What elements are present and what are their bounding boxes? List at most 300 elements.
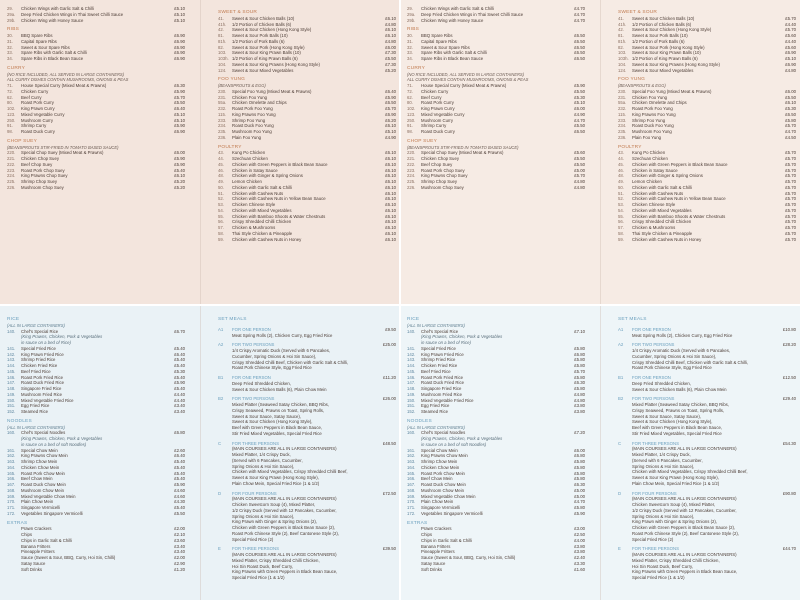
menu-item-row (7, 129, 185, 135)
set-meal-line: Mixed Platter (Seaweed Satay Chicken, BBQ Ribs, (232, 402, 329, 407)
item-number (7, 567, 21, 573)
item-price: £3.40 (174, 549, 185, 555)
item-price: £5.50 (574, 88, 585, 94)
item-name: Special Chow Mein (21, 447, 58, 453)
item-name: Shrimp Chow Mein (21, 459, 58, 464)
set-meal-code: E (218, 546, 221, 552)
menu-a-bottom-left-column (7, 313, 185, 572)
item-number: 148. (407, 386, 416, 391)
item-name: King Prawn Curry (21, 106, 55, 111)
item-name: Roast Pork Foo Yung (632, 106, 673, 111)
item-number: 162. (407, 453, 416, 459)
set-meals-title: SET MEALS (218, 317, 247, 322)
set-meal-size: FOR ONE PERSON (632, 375, 671, 380)
item-number: 45. (218, 161, 224, 167)
item-name: Lemon Chicken (232, 179, 262, 184)
curry-title: CURRY (7, 65, 25, 71)
item-name: Sweet & Sour Spare Ribs (421, 44, 470, 50)
item-name: Chicken Fried Rice (21, 363, 58, 368)
set-meal-size: FOR ONE PERSON (232, 375, 271, 380)
panel-divider (600, 0, 601, 305)
set-meal-line: Meat Spring Rolls (2), Chicken Curry, Egg Fried Rice (232, 332, 333, 338)
item-name: Sweet & Sour King Prawn Balls (10) (632, 50, 701, 56)
item-number: 62. (7, 94, 13, 100)
item-price: £6.10 (385, 173, 396, 179)
set-meal-line: Chicken with Green Peppers in Black Bean Sauce (2), (232, 525, 336, 530)
item-name: Special Chow Mein (421, 447, 458, 453)
item-number: 44. (618, 156, 624, 161)
item-number: 72. (407, 88, 413, 94)
set-meal-header (618, 375, 796, 381)
item-name: Chicken with Mixed Vegetables (232, 207, 292, 213)
item-number: 34. (7, 56, 13, 61)
panel-divider (200, 0, 201, 305)
item-name: Chicken Wing with Honey Sauce (421, 17, 484, 23)
set-meal-code: A1 (618, 326, 624, 332)
item-number: 104. (218, 61, 227, 67)
item-name: Chicken with Cashew Nuts in Yellow Bean Sauce (632, 196, 726, 202)
item-name: Chicken Curry (421, 88, 449, 94)
item-description: (King Prawns, Chicken, Pork & Vegetables (421, 436, 503, 441)
item-number: 29a. (407, 11, 416, 17)
item-number: 166. (407, 476, 416, 482)
item-name: Chef's Special Rice (21, 328, 59, 334)
item-number: 170. (407, 499, 416, 505)
item-number: 29b. (7, 17, 16, 23)
panel-divider (200, 305, 201, 600)
item-number: 32. (7, 44, 13, 50)
item-price: £5.70 (785, 15, 796, 21)
set-meal-line: Sweet & Sour King Prawn (Hong Kong Style), (232, 475, 319, 480)
set-meal-line: Plain Chow Mein, Special Fried Rice (1 & 1/2) (632, 480, 720, 486)
item-name: Mushroom Chow Mein (421, 487, 464, 493)
item-number: 55a. (218, 100, 227, 106)
item-name: Chicken & Mushrooms (632, 225, 676, 230)
item-name: Mixed Vegetable Fried Rice (421, 397, 474, 403)
item-price: £6.00 (574, 447, 585, 453)
item-name: Chicken in Satay Sauce (232, 167, 278, 173)
menu-b-bottom-panel (400, 305, 800, 600)
menu-b-set-meals-column (618, 313, 796, 581)
item-price: £5.90 (574, 83, 585, 88)
item-number: 151. (407, 403, 416, 409)
set-meal-size: FOR THREE PERSONS (632, 546, 679, 552)
item-name: Satay Sauce (421, 560, 446, 566)
item-price: £5.40 (174, 459, 185, 464)
menu-item-row (407, 129, 585, 135)
item-price: £5.80 (785, 117, 796, 123)
item-name: Sweet & Sour Mixed Vegetables (632, 67, 694, 73)
item-number: 224. (7, 173, 16, 179)
menu-item-row (7, 409, 185, 415)
item-price: £5.50 (785, 94, 796, 100)
item-price: £5.20 (174, 179, 185, 184)
item-price: £3.30 (574, 560, 585, 566)
item-number: 221. (7, 156, 16, 161)
item-price: £6.30 (574, 482, 585, 487)
item-name: Chicken Foo Yung (232, 94, 268, 100)
menu-a-top-left-column (7, 6, 185, 191)
curry-note: (NO RICE INCLUDED, ALL SERVED IN LARGE CONTAINERS) (7, 71, 124, 77)
item-name: Shrimp Foo Yung (232, 117, 266, 123)
item-number: 81h. (618, 38, 627, 44)
item-price: £2.10 (174, 532, 185, 537)
ribs-title: RIBS (407, 27, 419, 33)
sweet-sour-title: SWEET & SOUR (218, 10, 258, 15)
set-meal-price: £26.00 (382, 396, 396, 402)
item-number: 29. (407, 6, 413, 11)
item-price: £4.40 (174, 391, 185, 397)
ribs-title: RIBS (7, 27, 19, 33)
rice-note: (ALL IN LARGE CONTAINERS) (407, 322, 465, 328)
set-meal-code: B2 (218, 396, 224, 402)
item-price: £6.90 (385, 111, 396, 117)
set-meal-price: £39.50 (382, 546, 396, 552)
item-name: Chicken Wings with Garlic Salt & Chilli (421, 6, 495, 11)
item-number: 48. (618, 173, 624, 179)
item-price: £5.90 (174, 161, 185, 167)
rice-title: RICE (407, 317, 420, 322)
item-number: 80. (7, 100, 13, 106)
item-name: Crispy Shredded Chilli Chicken (632, 219, 692, 225)
item-number: 29. (7, 6, 13, 11)
set-meal-code: D (618, 490, 622, 496)
item-price: £6.10 (385, 202, 396, 207)
item-price: £5.30 (574, 94, 585, 100)
set-meal-line: (MAIN COURSES ARE ALL IN LARGE CONTAINERS) (632, 446, 737, 452)
item-price: £7.10 (574, 328, 585, 334)
item-price: £3.80 (574, 543, 585, 549)
item-price: £5.50 (574, 156, 585, 161)
item-name: Chips (21, 532, 32, 537)
set-meal-size: FOR TWO PERSONS (232, 342, 275, 348)
item-number (407, 567, 421, 573)
item-number: 34. (407, 56, 413, 61)
item-price: £2.00 (174, 526, 185, 532)
item-price: £6.00 (174, 150, 185, 156)
set-meal-size: FOR THREE PERSONS (632, 440, 679, 446)
item-price: £5.70 (785, 161, 796, 167)
item-number: 145. (7, 368, 16, 374)
menu-item-row (407, 185, 585, 191)
item-price: £5.10 (785, 56, 796, 61)
item-name: Chicken with Mixed Vegetables (632, 207, 692, 213)
item-number: 29b. (407, 17, 416, 23)
item-number: 52. (218, 196, 224, 202)
item-number: 62. (407, 94, 413, 100)
item-name: Mushroom Chow Mein (21, 487, 64, 493)
set-meal-line: 1/2 Crispy Duck (Served with 12 Pancakes, Cucumber, (632, 507, 737, 513)
item-price: £6.10 (385, 161, 396, 167)
item-price: £5.00 (574, 487, 585, 493)
item-number: 162. (7, 453, 16, 459)
item-price: £5.50 (574, 161, 585, 167)
item-name: Shrimp Fried Rice (421, 357, 456, 363)
item-price: £4.80 (385, 21, 396, 27)
item-name: Mushroom Foo Yung (232, 129, 272, 134)
set-meal-line: Spring Onions & Hoi Sin Sauce), (232, 513, 295, 519)
item-name: King Prawns Chow Mein (21, 453, 68, 459)
item-price: £5.40 (174, 470, 185, 476)
item-name: Spare Ribs with Garlic Salt & Chilli (421, 50, 487, 56)
set-meal-line: (MAIN COURSES ARE ALL IN LARGE CONTAINERS) (632, 552, 737, 557)
item-name: 1/2 Portion of Chicken Balls (6) (232, 21, 292, 27)
item-price: £5.80 (574, 374, 585, 380)
item-name: Chef's Special Noodles (421, 430, 466, 436)
chop-suey-title: CHOP SUEY (407, 138, 437, 144)
item-name: Pineapple Fritters (21, 549, 55, 555)
set-meal-line: Crispy Shredded Chilli Beef, Chicken with Garlic Salt & Chilli, (232, 359, 349, 365)
set-meal-line: Chicken with Mixed Vegetables, Crispy Shredded Chilli Beef, (632, 469, 748, 475)
item-price: £6.90 (174, 129, 185, 134)
menu-item-row (407, 511, 585, 517)
item-number: 222. (7, 161, 16, 167)
extras-title: EXTRAS (407, 520, 428, 526)
item-price: £2.50 (574, 532, 585, 537)
item-name: Plain Chow Mein (21, 499, 54, 505)
set-meal-line: (Served with 6 Pancakes, Cucumber, (232, 457, 303, 463)
item-number: 144. (407, 363, 416, 368)
item-name: Mixed Vegetable Curry (421, 111, 465, 117)
item-name: Sweet & Sour Chicken (Hong Kong Style) (632, 27, 712, 33)
item-name: Chicken Chow Mein (21, 464, 60, 470)
item-price: £5.70 (785, 213, 796, 219)
item-description: in sauce on a bed of soft Noodles) (421, 441, 487, 447)
item-price: £6.80 (574, 453, 585, 459)
item-price: £6.10 (385, 167, 396, 173)
item-name: Satay Sauce (21, 560, 46, 566)
item-price: £6.50 (574, 33, 585, 38)
item-price: £5.40 (174, 357, 185, 363)
item-price: £6.10 (385, 190, 396, 196)
item-name: Crispy Shredded Chilli Chicken (232, 219, 292, 225)
item-number: 103. (618, 50, 627, 56)
item-number: 226. (7, 184, 16, 190)
item-name: Shrimp Foo Yung (632, 117, 666, 123)
set-meal-code: C (618, 440, 622, 446)
item-name: Pineapple Fritters (421, 549, 455, 555)
item-price: £4.80 (574, 397, 585, 403)
set-meal-line: Crispy Seaweed, Prawns on Toast, Spring Rolls, (232, 407, 325, 413)
item-price: £3.80 (574, 409, 585, 414)
item-price: £6.50 (574, 44, 585, 50)
item-number: 46. (618, 167, 624, 173)
item-price: £5.70 (385, 106, 396, 111)
item-description: in sauce on a bed of Rice) (21, 340, 71, 345)
set-meal-price: £12.50 (782, 375, 796, 380)
item-price: £6.10 (385, 27, 396, 33)
item-name: Plain Foo Yung (232, 134, 262, 140)
item-name: Roast Duck Chow Mein (421, 482, 466, 487)
item-name: Chicken with Cashew Nuts in Honey (632, 236, 702, 242)
noodles-title: NOODLES (7, 418, 32, 424)
set-meal-line: 1/4 Crispy Aromatic Duck (Served with 6 Pancakes, (232, 348, 331, 353)
item-name: Special Fried Rice (421, 345, 456, 351)
item-description: in sauce on a bed of Rice) (421, 340, 471, 345)
item-number: 43. (618, 150, 624, 156)
item-name: Sweet & Sour Pork (Hong Kong Style) (232, 44, 305, 50)
item-name: Deep Fried Chicken Wings in Thai Sweet Chilli Sauce (421, 11, 524, 17)
set-meal-line: Meat Spring Rolls (2), Chicken Curry, Egg Fried Rice (632, 332, 733, 338)
set-meal-size: FOR FOUR PERSONS (232, 490, 277, 496)
set-meal-price: £44.70 (782, 546, 796, 552)
item-description: in sauce on a bed of soft Noodles) (21, 441, 87, 447)
item-name: House Special Curry (Mixed Meat & Prawns) (421, 83, 507, 88)
item-price: £5.00 (574, 493, 585, 499)
set-meal-line: (Served with 6 Pancakes, Cucumber, (632, 457, 703, 463)
curry-note: ALL CURRY DISHES CONTAIN MUSHROOMS, ONIONS & PEAS (7, 77, 129, 83)
item-price: £6.10 (385, 184, 396, 190)
item-name: 1/2 Portion of Pork Balls (6) (232, 38, 285, 44)
item-number: 54. (618, 207, 624, 213)
item-price: £6.40 (385, 88, 396, 94)
item-number: 59. (218, 236, 224, 242)
set-meal-price: £28.20 (782, 342, 796, 348)
item-price: £6.80 (174, 430, 185, 436)
item-price: £6.30 (574, 380, 585, 386)
item-name: Chips (421, 532, 432, 537)
item-number: 81. (218, 33, 224, 38)
item-number: 224. (407, 173, 416, 179)
item-name: Egg Fried Rice (421, 403, 450, 409)
set-meal-code: D (218, 490, 222, 496)
item-number: 234. (618, 123, 627, 129)
item-price: £2.90 (174, 560, 185, 566)
item-price: £5.50 (174, 510, 185, 516)
item-name: Banana Fritters (21, 543, 51, 549)
item-name: Mixed Vegetable Fried Rice (21, 397, 74, 403)
item-name: Prawn Crackers (421, 526, 452, 532)
item-number: 124. (618, 67, 627, 73)
item-price: £5.90 (174, 156, 185, 161)
item-price: £4.70 (574, 117, 585, 123)
item-number: 235. (618, 129, 627, 134)
item-price: £1.20 (174, 566, 185, 572)
item-name: 1/2 Portion of Chicken Balls (6) (632, 21, 692, 27)
set-meal-size: FOR TWO PERSONS (632, 396, 675, 402)
item-number: 45. (618, 161, 624, 167)
item-name: Steamed Rice (21, 409, 48, 414)
item-price: £5.20 (385, 67, 396, 73)
item-name: Plain Chow Mein (421, 499, 454, 505)
item-price: £5.70 (785, 219, 796, 225)
item-name: 1/2 Portion of Pork Balls (6) (632, 38, 685, 44)
item-price: £5.10 (174, 11, 185, 17)
item-price: £6.10 (385, 150, 396, 156)
item-number: 236. (218, 134, 227, 140)
item-name: BBQ Spare Ribs (421, 33, 453, 38)
item-number: 54. (218, 207, 224, 213)
item-name: Sweet & Sour Chicken (Hong Kong Style) (232, 27, 312, 33)
item-number: 102. (7, 106, 16, 111)
item-price: £6.90 (174, 38, 185, 44)
item-number: 50. (218, 184, 224, 190)
item-number: 31. (7, 38, 13, 44)
item-number: 51. (618, 190, 624, 196)
menu-item-row (407, 56, 585, 62)
item-name: Sweet & Sour Chicken Balls (10) (632, 15, 695, 21)
item-name: Singapore Fried Rice (21, 386, 62, 391)
item-name: 1/2 Portion of King Prawn Balls (6) (232, 56, 298, 61)
item-price: £6.50 (574, 129, 585, 134)
item-price: £6.40 (174, 453, 185, 459)
item-number: 160. (407, 430, 416, 436)
menu-b-top-right-column (618, 6, 796, 242)
poultry-title: POULTRY (218, 144, 242, 150)
item-name: Roast Duck Fried Rice (421, 380, 464, 386)
set-meal-line: Cucumber, Spring Onions & Hoi Sin Sauce), (632, 353, 717, 359)
item-number: 81h. (218, 38, 227, 44)
item-price: £6.10 (385, 207, 396, 213)
item-number: 141. (7, 345, 16, 351)
set-meal-price: £25.00 (382, 342, 396, 348)
item-price: £5.40 (174, 345, 185, 351)
item-name: Mushroom Fried Rice (21, 391, 63, 397)
item-number: 44. (218, 156, 224, 161)
item-name: Special Fried Rice (21, 345, 56, 351)
item-price: £6.90 (174, 56, 185, 61)
set-meal-line: Cucumber, Spring Onions & Hoi Sin Sauce), (232, 353, 317, 359)
chop-suey-note: (BEANSPROUTS STIR-FRIED IN TOMATO BASED SAUCE) (7, 144, 119, 150)
item-name: Lemon Chicken (632, 179, 662, 184)
item-name: Chicken Fried Rice (421, 363, 458, 368)
item-price: £5.70 (785, 190, 796, 196)
item-number: 55a. (618, 100, 627, 106)
item-name: Chips in Garlic Salt & Chilli (21, 537, 73, 543)
item-number: 55. (218, 213, 224, 219)
item-price: £6.10 (385, 156, 396, 161)
item-price: £6.90 (174, 50, 185, 56)
item-price: £4.80 (785, 67, 796, 73)
item-name: King Prawn Curry (421, 106, 455, 111)
item-price: £6.10 (385, 219, 396, 225)
item-number: 226. (407, 184, 416, 190)
item-number: 48. (218, 173, 224, 179)
item-name: King Prawn Fried Rice (21, 351, 64, 357)
item-number: 53. (618, 202, 624, 207)
item-number: 115. (218, 111, 227, 117)
curry-note: (NO RICE INCLUDED, ALL SERVED IN LARGE CONTAINERS) (407, 71, 524, 77)
set-meal-line: Chicken with Mixed Vegetables, Crispy Shredded Chilli Beef, (232, 469, 348, 475)
item-number: 98. (407, 129, 413, 134)
item-number: 103. (218, 50, 227, 56)
item-price: £4.40 (174, 397, 185, 403)
foo-yung-note: (BEANSPROUTS & EGG) (218, 83, 266, 88)
item-price: £5.40 (174, 363, 185, 368)
item-price: £4.70 (574, 6, 585, 11)
menu-item-row (7, 18, 185, 24)
item-name: Chicken Foo Yung (632, 94, 668, 100)
item-price: £1.60 (574, 566, 585, 572)
item-number: 103h. (218, 56, 229, 61)
item-description: (King Prawns, Chicken, Pork & Vegetables (21, 436, 103, 441)
set-meal-line: Hoi Sin Roast Duck, Beef Curry, (232, 563, 294, 569)
foo-yung-note: (BEANSPROUTS & EGG) (618, 83, 666, 88)
item-name: Mixed Vegetable Curry (21, 111, 65, 117)
item-number: 231. (618, 94, 627, 100)
item-number: 56. (218, 219, 224, 225)
item-number: 171. (407, 505, 416, 510)
item-price: £3.60 (174, 537, 185, 543)
item-number: 51. (218, 190, 224, 196)
item-number: 143. (7, 357, 16, 363)
item-number: 91. (407, 123, 413, 129)
item-price: £6.10 (385, 33, 396, 38)
item-number: 50. (618, 184, 624, 190)
item-price: £4.60 (174, 493, 185, 499)
set-meal-line: Mixed Platter, 1/4 Crispy Duck, (632, 452, 691, 457)
item-price: £5.90 (174, 88, 185, 94)
